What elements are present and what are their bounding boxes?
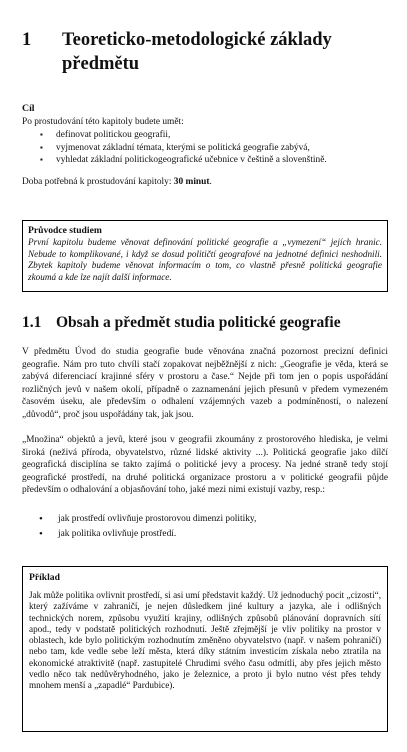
study-guide-box bbox=[22, 220, 388, 292]
study-time-value: 30 minut bbox=[173, 176, 210, 187]
study-time-label: Doba potřebná k prostudování kapitoly: bbox=[22, 176, 174, 187]
study-guide-heading: Průvodce studiem bbox=[28, 225, 102, 236]
study-guide-text: První kapitolu budeme věnovat definování politické geografie a „vymezení“ jejích hranic. Nebude to komplikované, i když se dosud političtí geografové na jednotné definici neshodnili. Zbytek kapitoly budeme věnovat informacím o tom, co vlastně přesně politická geografie zkoumá a kde lze najít další informace. bbox=[28, 237, 382, 282]
body-paragraph: V předmětu Úvod do studia geografie bude věnována značná pozornost precizní definici geografie. Nám pro tuto chvíli stačí zopakovat nejběžnější z nich: „Geografie je věda, která se zabývá diferenciací krajinné sféry v prostoru a čase.“ Nejde při tom jen o popis uspořádání rozličných jevů v našem okolí, případně o zaznamenání jejich přesunů v předem vymezeném časovém úseku, ale především o odhalení vzájemných vazeb a podmíněností, o nalezení „důvodů“, proč jsou uspořádány tak, jak jsou. bbox=[22, 347, 388, 420]
example-box bbox=[22, 566, 388, 732]
study-time bbox=[22, 176, 392, 189]
list-item: • jak politika ovlivňuje prostředí. bbox=[22, 527, 388, 542]
section-number: 1.1 bbox=[22, 314, 42, 331]
body-paragraph: „Množina“ objektů a jevů, které jsou v geografii zkoumány z prostorového hlediska, je velmi široká (neživá příroda, obyvatelstvo, různé lidské aktivity ...). Politická geografie jako dílčí geografická disciplína se takto zajímá o politické jevy a procesy. Na jedné straně tedy stojí geografické prostředí, na druhé politická organizace prostoru a v politické geografii půjde především o odhalování a objasňování toho, jaké mezi nimi existují vazby, resp.: bbox=[22, 435, 388, 496]
goal-heading: Cíl bbox=[22, 103, 35, 114]
goal-item: ▪ vyjmenovat základní témata, kterými se politická geografie zabývá, bbox=[22, 142, 392, 155]
goal-section bbox=[22, 103, 392, 189]
example-text: Jak může politika ovlivnit prostředí, si asi umí představit každý. Už jednoduchý pocit „cizosti“, který zažíváme v zahraničí, je nejen důsledkem jiné kultury a jazyka, ale i odlišných technických norem, způsobu využití krajiny, odlišných způsobů plánování dopravních sítí apod., tedy v podstatě politických rozhodnutí. Ještě zřejmější je vliv politiky na prostor v oblastech, kde bylo politickým rozhodnutím změněno obyvatelstvo (např. v našem pohraničí) nebo tam, kde vedle sebe leží města, která díky státním investicím získala nebo ztratila na ekonomické atraktivitě (např. zastupitelé Chrudimi svého času odmítli, aby přes jejich město vedlo něco tak nedůvěryhodného, jako je železnice, a proto ji bylo nutno vést přes tehdy mnohem menší a „zapadlé“ Pardubice). bbox=[29, 590, 381, 691]
goal-list bbox=[22, 129, 392, 167]
chapter-number: 1 bbox=[22, 30, 32, 50]
list-item: • jak prostředí ovlivňuje prostorovou dimenzi politiky, bbox=[22, 512, 388, 527]
study-time-end: . bbox=[209, 176, 212, 187]
chapter-title: Teoreticko-metodologické základy předmětu bbox=[62, 30, 332, 74]
example-heading: Příklad bbox=[29, 572, 60, 583]
goal-item: ▪ definovat politickou geografii, bbox=[22, 129, 392, 142]
section-title: Obsah a předmět studia politické geografie bbox=[56, 314, 341, 331]
goal-intro: Po prostudování této kapitoly budete umět: bbox=[22, 116, 184, 127]
relations-list bbox=[22, 512, 388, 542]
goal-item: ▪ vyhledat základní politickogeografické učebnice v češtině a slovenštině. bbox=[22, 154, 392, 167]
